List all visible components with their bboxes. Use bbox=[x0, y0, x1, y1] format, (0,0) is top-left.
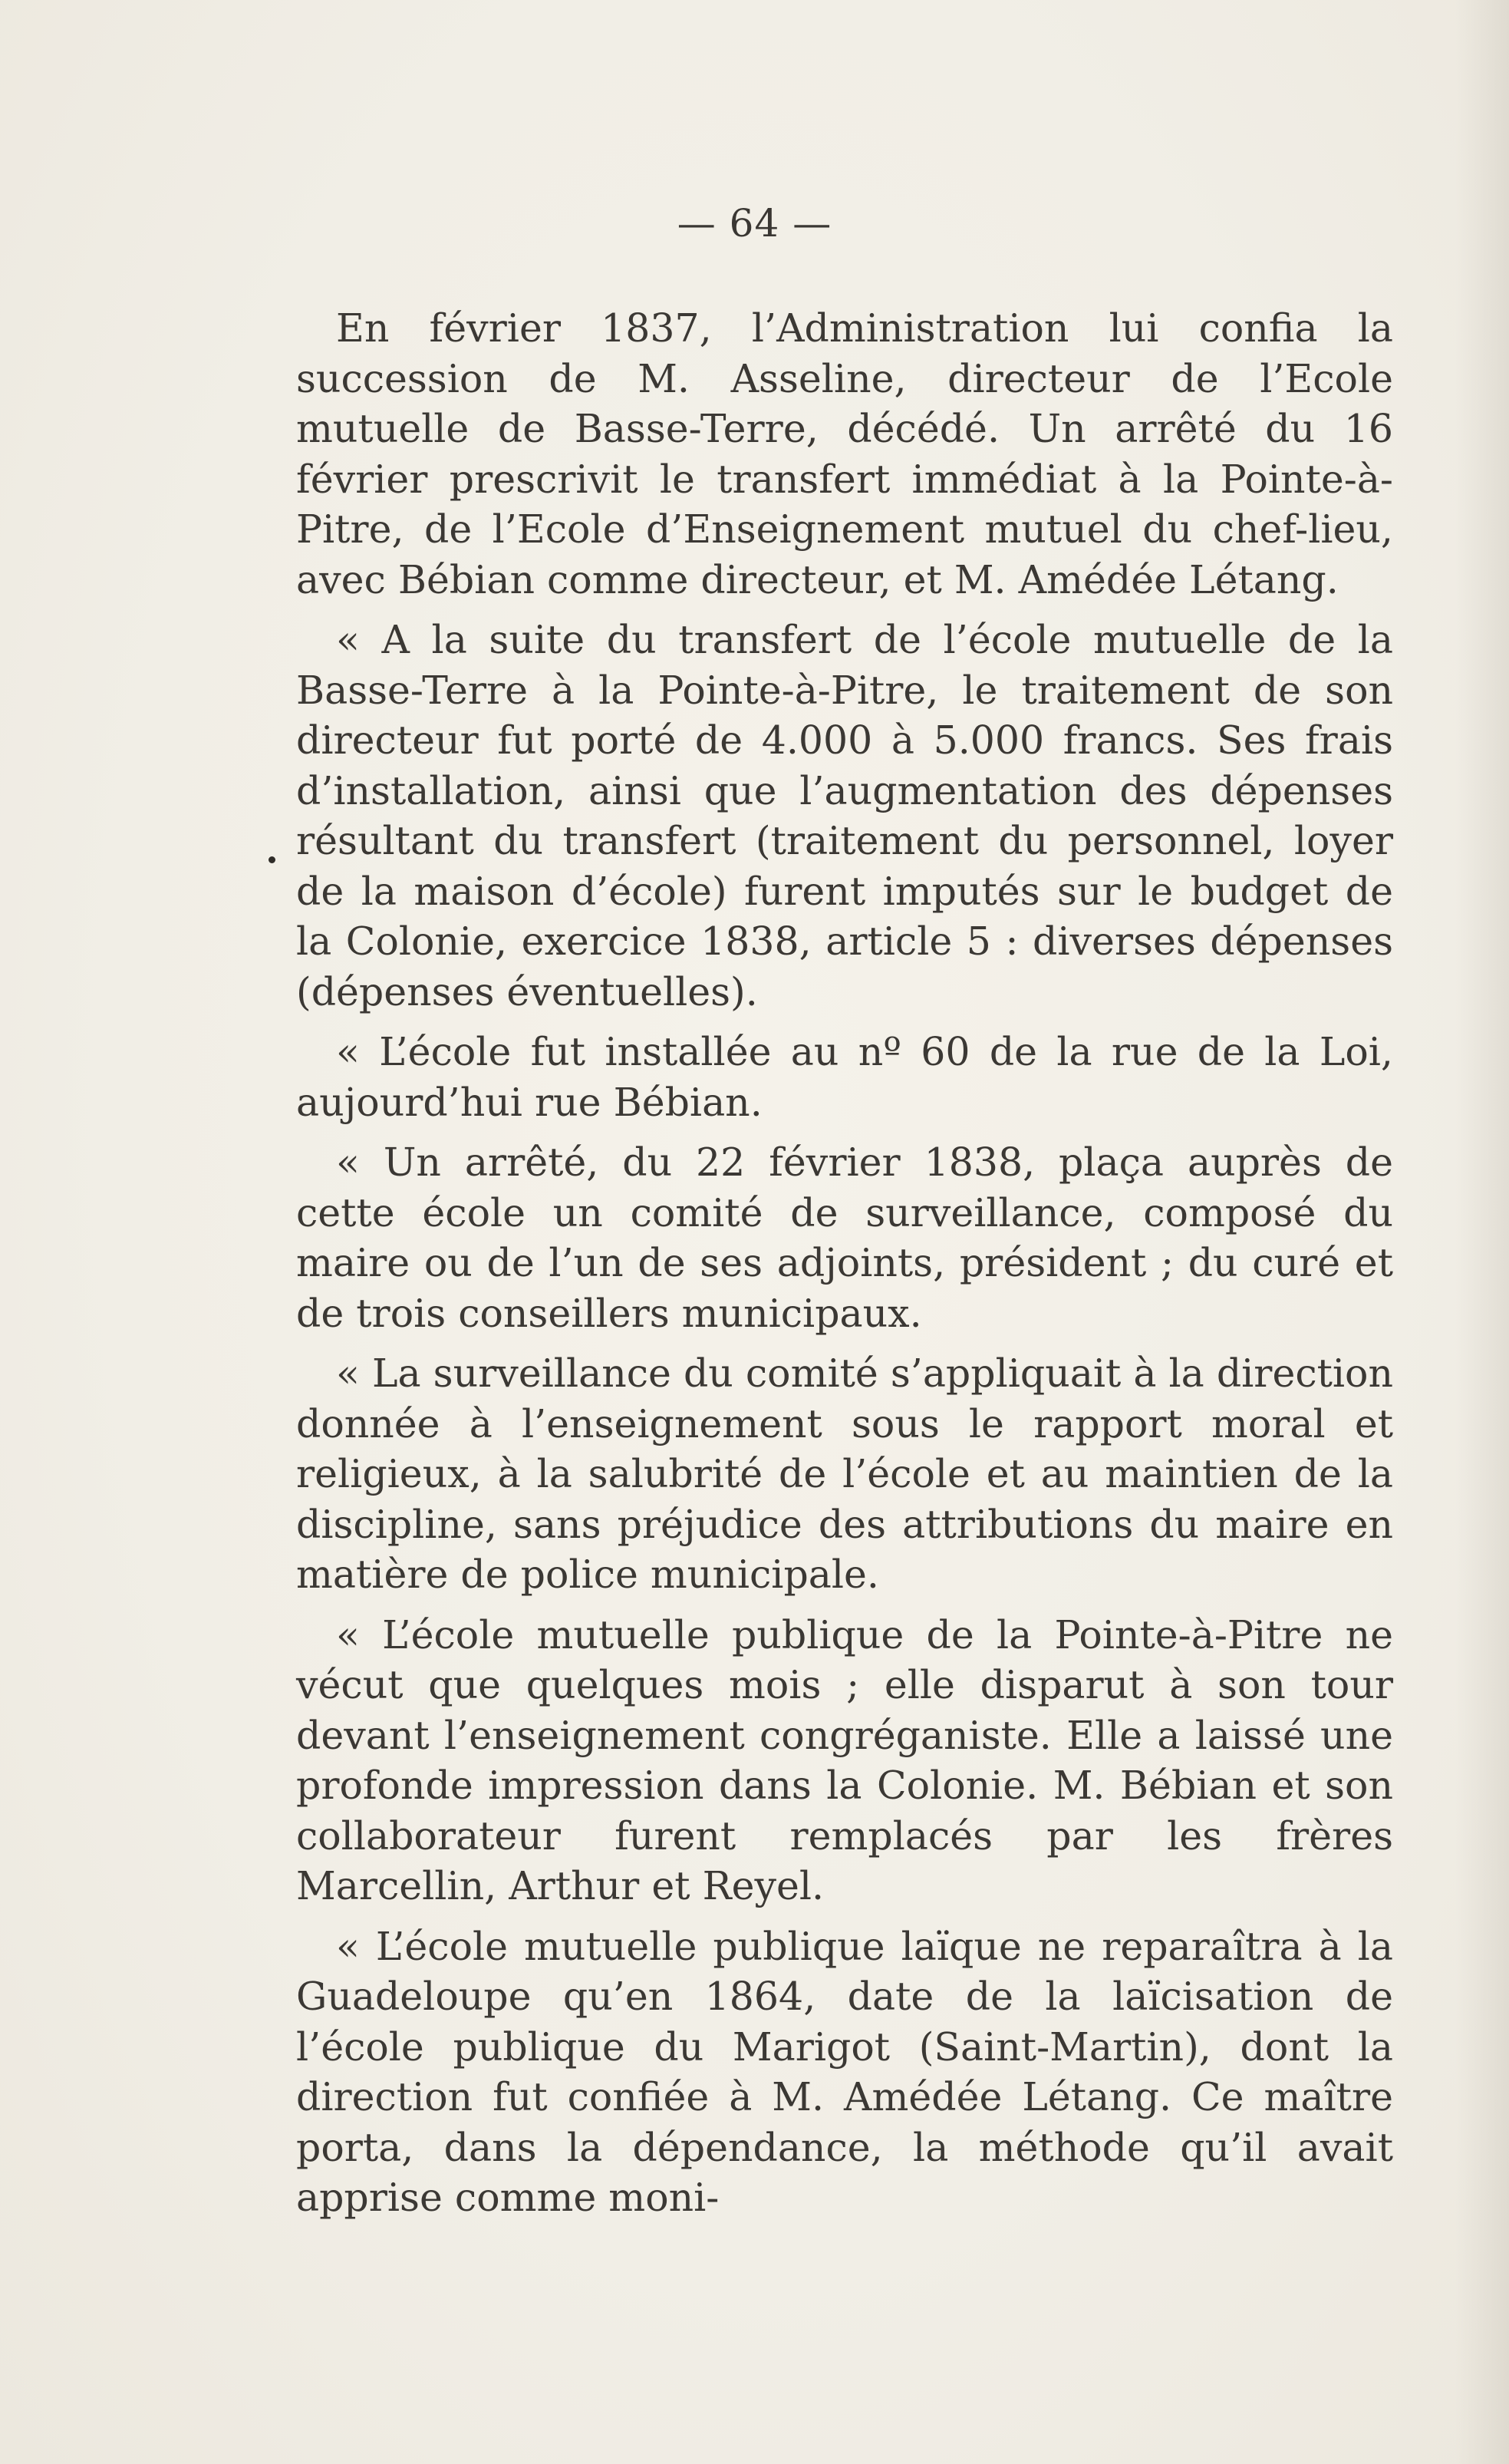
paragraph-7: « L’école mutuelle publique laïque ne reparaîtra à la Guadeloupe qu’en 1864, date de la laïcisation de l’école publique du Marigot (Saint-Martin), dont la direction fut confiée à M. Amédée Létang. Ce maître porta, dans la dépendance, la méthode qu’il avait apprise comme moni- bbox=[296, 1923, 1393, 2220]
body-text bbox=[296, 303, 1393, 2223]
paragraph-4: « Un arrêté, du 22 février 1838, plaça auprès de cette école un comité de surveillance, composé du maire ou de l’un de ses adjoints, président ; du curé et de trois conseillers municipaux. bbox=[296, 1140, 1393, 1336]
paragraph-3: « L’école fut installée au nº 60 de la rue de la Loi, aujourd’hui rue Bébian. bbox=[296, 1029, 1393, 1125]
paragraph-5: « La surveillance du comité s’appliquait à la direction donnée à l’enseignement sous le rapport moral et religieux, à la salubrité de l’école et au maintien de la discipline, sans préjudice des attributions du maire en matière de police municipale. bbox=[296, 1351, 1393, 1597]
paragraph-1: En février 1837, l’Administration lui confia la succession de M. Asseline, directeur de l’Ecole mutuelle de Basse-Terre, décédé. Un arrêté du 16 février prescrivit le transfert immédiat à la Pointe-à-Pitre, de l’Ecole d’Enseignement mutuel du chef-lieu, avec Bébian comme directeur, et M. Amédée Létang. bbox=[296, 305, 1393, 602]
page-number: — 64 — bbox=[677, 201, 832, 246]
paragraph-2: « A la suite du transfert de l’école mutuelle de la Basse-Terre à la Pointe-à-Pitre, le traitement de son directeur fut porté de 4.000 à 5.000 francs. Ses frais d’installation, ainsi que l’augmentation des dépenses résultant du transfert (traitement du personnel, loyer de la maison d’école) furent imputés sur le budget de la Colonie, exercice 1838, article 5 : diverses dépenses (dépenses éventuelles). bbox=[296, 617, 1393, 1014]
page-edge-shadow bbox=[1455, 0, 1509, 2464]
paragraph-6: « L’école mutuelle publique de la Pointe-à-Pitre ne vécut que quelques mois ; elle disparut à son tour devant l’enseignement congréganiste. Elle a laissé une profonde impression dans la Colonie. M. Bébian et son collaborateur furent remplacés par les frères Marcellin, Arthur et Reyel. bbox=[296, 1611, 1393, 1908]
ink-speck bbox=[269, 856, 275, 863]
